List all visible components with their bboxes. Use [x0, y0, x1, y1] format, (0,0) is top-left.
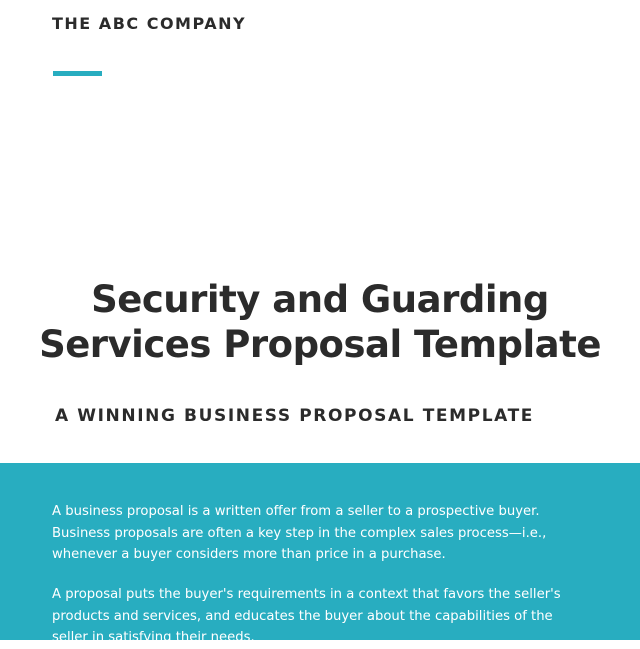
paragraph-line: Business proposals are often a key step in the complex sales process—i.e.,	[52, 525, 547, 541]
title-line-2: Services Proposal Template	[39, 322, 601, 366]
paragraph-line: whenever a buyer considers more than price in a purchase.	[52, 547, 446, 562]
paragraph-line: A proposal puts the buyer's requirements in a context that favors the seller's	[52, 587, 561, 602]
document-title	[0, 277, 640, 367]
paragraph-line: A business proposal is a written offer from a seller to a prospective buyer.	[52, 504, 540, 519]
intro-paragraph-1	[52, 501, 612, 566]
company-name: THE ABC COMPANY	[52, 14, 247, 33]
title-line-1: Security and Guarding	[91, 277, 549, 321]
paragraph-line: seller in satisfying their needs.	[52, 630, 255, 645]
paragraph-line: products and services, and educates the buyer about the capabilities of the	[52, 608, 553, 624]
intro-paragraph-2	[52, 584, 612, 649]
document-subtitle: A WINNING BUSINESS PROPOSAL TEMPLATE	[55, 406, 534, 426]
accent-divider	[53, 71, 102, 76]
